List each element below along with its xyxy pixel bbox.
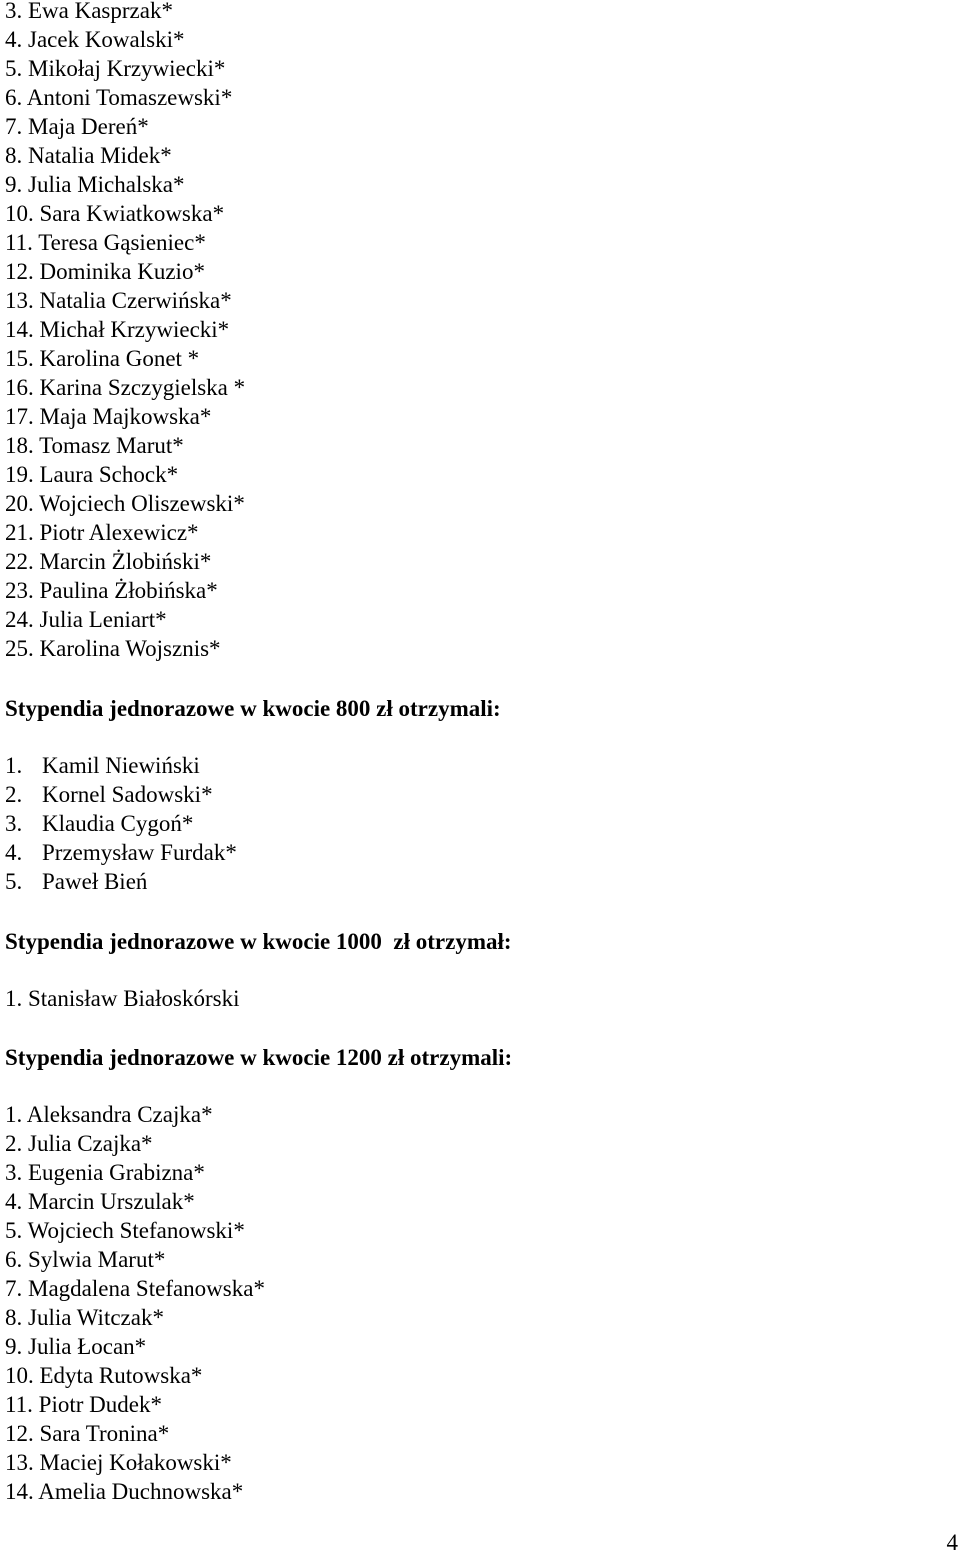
list-item: 8. Natalia Midek* — [5, 143, 172, 168]
list-item: 11. Teresa Gąsieniec* — [5, 230, 206, 255]
list-item: 6. Antoni Tomaszewski* — [5, 85, 233, 110]
list-item — [5, 809, 193, 838]
list-item: 13. Natalia Czerwińska* — [5, 288, 232, 313]
list-item — [5, 751, 200, 780]
list-item: 11. Piotr Dudek* — [5, 1392, 162, 1417]
list-item — [5, 867, 147, 896]
list-item: 5. Wojciech Stefanowski* — [5, 1218, 245, 1243]
list-item: 14. Amelia Duchnowska* — [5, 1479, 244, 1504]
list-item-name: Kornel Sadowski* — [42, 782, 213, 807]
list-item: 14. Michał Krzywiecki* — [5, 317, 230, 342]
list-item: 9. Julia Łocan* — [5, 1334, 147, 1359]
list-item-number: 5. — [5, 869, 23, 894]
list-item: 4. Jacek Kowalski* — [5, 27, 185, 52]
list-item: 25. Karolina Wojsznis* — [5, 636, 221, 661]
list-item: 23. Paulina Żłobińska* — [5, 578, 218, 603]
list-item: 1. Stanisław Białoskórski — [5, 986, 240, 1011]
list-item: 9. Julia Michalska* — [5, 172, 185, 197]
list-item: 18. Tomasz Marut* — [5, 433, 184, 458]
list-item-number: 4. — [5, 840, 23, 865]
list-item: 3. Eugenia Grabizna* — [5, 1160, 205, 1185]
list-item-number: 3. — [5, 811, 23, 836]
list-item: 8. Julia Witczak* — [5, 1305, 164, 1330]
list-item-number: 2. — [5, 782, 23, 807]
list-item: 3. Ewa Kasprzak* — [5, 0, 173, 23]
list-item: 24. Julia Leniart* — [5, 607, 167, 632]
list-item: 6. Sylwia Marut* — [5, 1247, 166, 1272]
list-item-name: Kamil Niewiński — [42, 753, 200, 778]
list-item-name: Paweł Bień — [42, 869, 148, 894]
list-item: 2. Julia Czajka* — [5, 1131, 153, 1156]
list-item: 5. Mikołaj Krzywiecki* — [5, 56, 226, 81]
page-number: 4 — [946, 1530, 958, 1555]
list-item: 7. Magdalena Stefanowska* — [5, 1276, 265, 1301]
list-item: 12. Dominika Kuzio* — [5, 259, 205, 284]
list-item-number: 1. — [5, 753, 23, 778]
list-item: 13. Maciej Kołakowski* — [5, 1450, 232, 1475]
list-item: 22. Marcin Żlobiński* — [5, 549, 212, 574]
list-item-name: Klaudia Cygoń* — [42, 811, 194, 836]
section-heading-1200: Stypendia jednorazowe w kwocie 1200 zł otrzymali: — [5, 1045, 513, 1070]
section-heading-1000: Stypendia jednorazowe w kwocie 1000 zł otrzymał: — [5, 929, 512, 954]
list-item: 15. Karolina Gonet * — [5, 346, 200, 371]
list-item — [5, 780, 213, 809]
list-item: 16. Karina Szczygielska * — [5, 375, 246, 400]
list-item: 17. Maja Majkowska* — [5, 404, 212, 429]
list-item: 10. Edyta Rutowska* — [5, 1363, 203, 1388]
list-item: 21. Piotr Alexewicz* — [5, 520, 199, 545]
list-item: 19. Laura Schock* — [5, 462, 179, 487]
section-heading-800: Stypendia jednorazowe w kwocie 800 zł otrzymali: — [5, 696, 501, 721]
list-item — [5, 838, 237, 867]
list-item: 1. Aleksandra Czajka* — [5, 1102, 213, 1127]
list-item: 20. Wojciech Oliszewski* — [5, 491, 245, 516]
list-item: 7. Maja Dereń* — [5, 114, 149, 139]
list-item: 4. Marcin Urszulak* — [5, 1189, 195, 1214]
list-item-name: Przemysław Furdak* — [42, 840, 237, 865]
list-item: 12. Sara Tronina* — [5, 1421, 170, 1446]
list-item: 10. Sara Kwiatkowska* — [5, 201, 225, 226]
